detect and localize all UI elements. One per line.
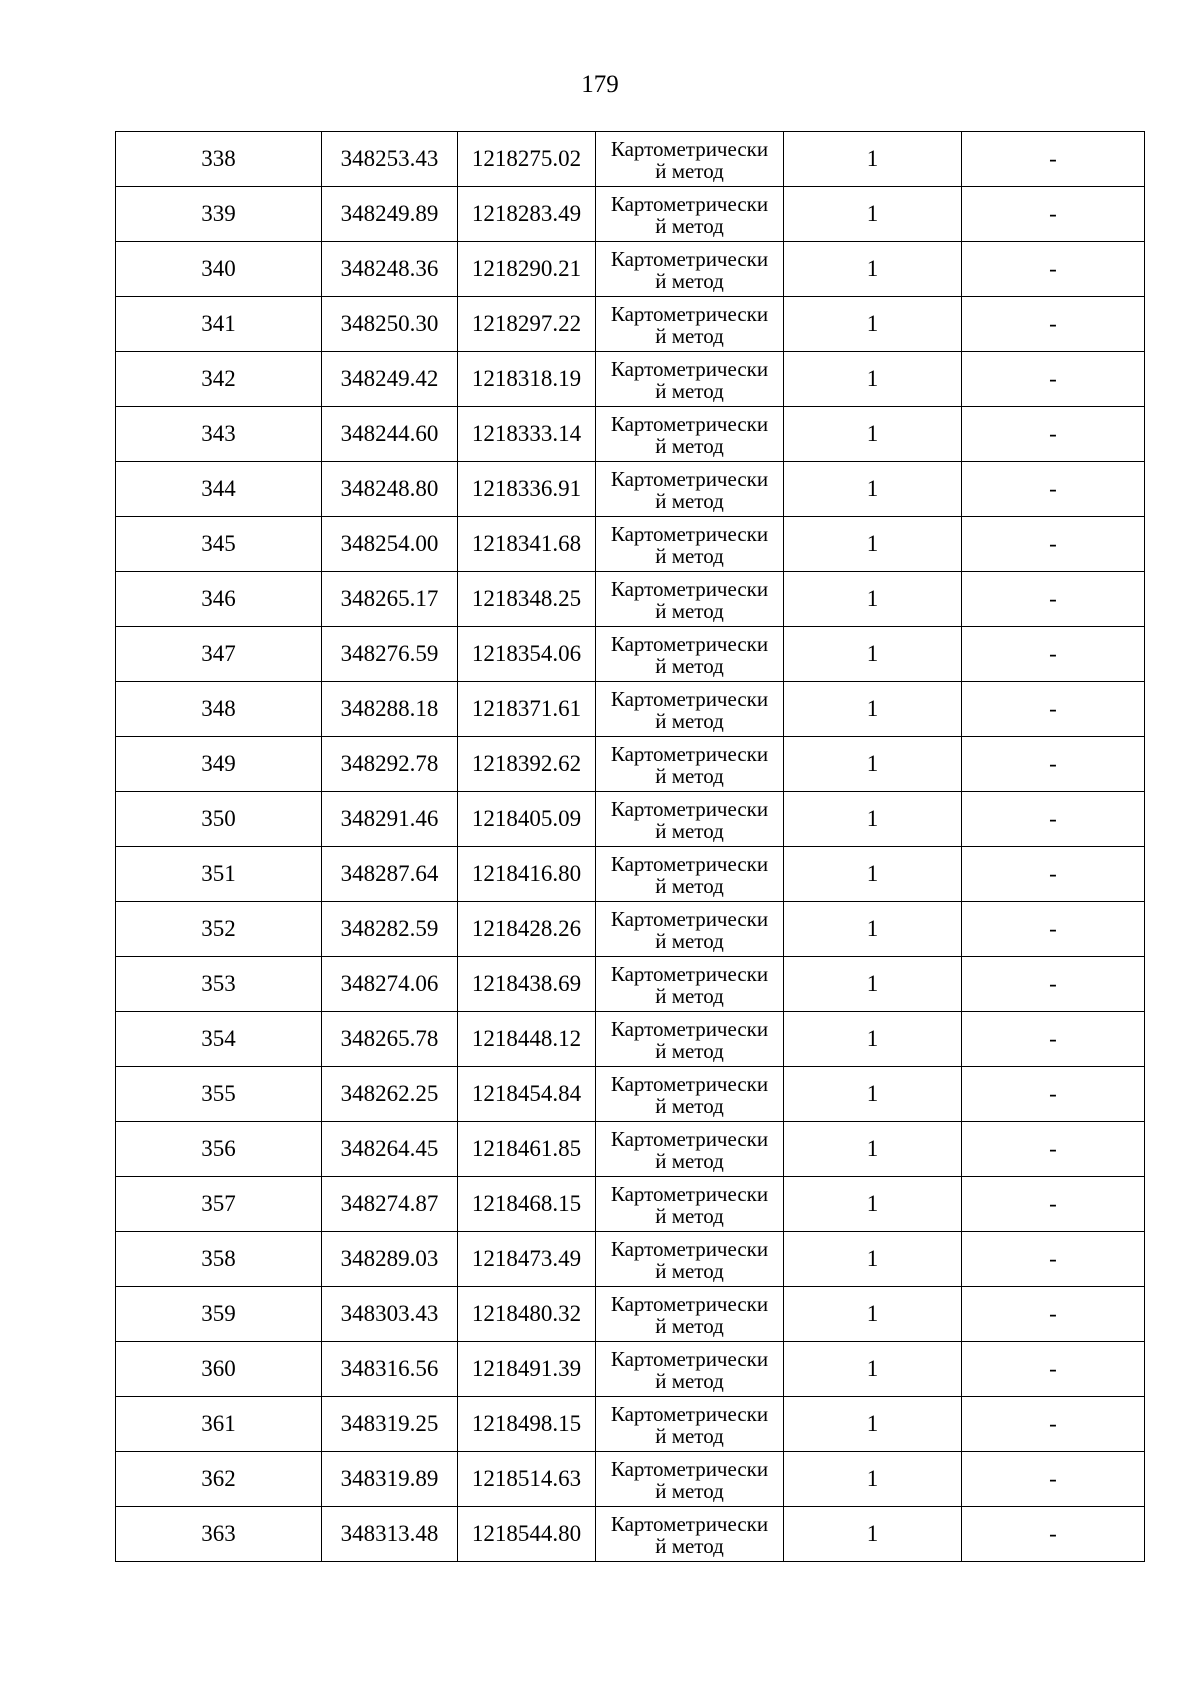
method-cell [596,627,784,682]
point-number-cell: 356 [116,1122,322,1177]
method-text-line1: Картометрически [610,247,769,271]
note-cell: - [962,1452,1145,1507]
page-number: 179 [581,71,619,98]
y-coordinate-cell: 1218283.49 [458,187,596,242]
method-text-line2: й метод [655,929,724,953]
note-cell: - [962,682,1145,737]
accuracy-cell: 1 [784,627,962,682]
method-text-line2: й метод [655,324,724,348]
point-number-cell: 363 [116,1507,322,1562]
note-cell: - [962,1067,1145,1122]
table-row [116,1012,1145,1067]
accuracy-cell: 1 [784,407,962,462]
method-text-line1: Картометрически [610,1402,769,1426]
method-text-line2: й метод [655,1424,724,1448]
point-number-cell: 361 [116,1397,322,1452]
point-number-cell: 342 [116,352,322,407]
y-coordinate-cell: 1218473.49 [458,1232,596,1287]
x-coordinate-cell: 348274.06 [322,957,458,1012]
x-coordinate-cell: 348319.89 [322,1452,458,1507]
method-cell [596,1012,784,1067]
accuracy-cell: 1 [784,957,962,1012]
accuracy-cell: 1 [784,462,962,517]
note-cell: - [962,462,1145,517]
note-cell: - [962,847,1145,902]
method-cell [596,847,784,902]
method-text-line1: Картометрически [610,1457,769,1481]
accuracy-cell: 1 [784,517,962,572]
method-text-line2: й метод [655,709,724,733]
x-coordinate-cell: 348248.36 [322,242,458,297]
table-row [116,1397,1145,1452]
method-cell [596,1177,784,1232]
y-coordinate-cell: 1218405.09 [458,792,596,847]
table-row [116,627,1145,682]
point-number-cell: 338 [116,132,322,187]
y-coordinate-cell: 1218290.21 [458,242,596,297]
note-cell: - [962,297,1145,352]
method-text-line1: Картометрически [610,522,769,546]
note-cell: - [962,902,1145,957]
x-coordinate-cell: 348303.43 [322,1287,458,1342]
method-cell [596,187,784,242]
point-number-cell: 358 [116,1232,322,1287]
method-cell [596,902,784,957]
y-coordinate-cell: 1218498.15 [458,1397,596,1452]
table-row [116,847,1145,902]
x-coordinate-cell: 348319.25 [322,1397,458,1452]
x-coordinate-cell: 348244.60 [322,407,458,462]
accuracy-cell: 1 [784,1287,962,1342]
y-coordinate-cell: 1218354.06 [458,627,596,682]
accuracy-cell: 1 [784,1067,962,1122]
method-text-line2: й метод [655,1204,724,1228]
accuracy-cell: 1 [784,572,962,627]
x-coordinate-cell: 348274.87 [322,1177,458,1232]
method-text-line1: Картометрически [610,1127,769,1151]
method-text-line2: й метод [655,544,724,568]
point-number-cell: 341 [116,297,322,352]
method-text-line1: Картометрически [610,962,769,986]
note-cell: - [962,1507,1145,1562]
table-row [116,1507,1145,1562]
x-coordinate-cell: 348262.25 [322,1067,458,1122]
point-number-cell: 345 [116,517,322,572]
method-text-line2: й метод [655,379,724,403]
note-cell: - [962,737,1145,792]
y-coordinate-cell: 1218371.61 [458,682,596,737]
accuracy-cell: 1 [784,1452,962,1507]
method-text-line2: й метод [655,764,724,788]
y-coordinate-cell: 1218318.19 [458,352,596,407]
table-row [116,1342,1145,1397]
accuracy-cell: 1 [784,352,962,407]
accuracy-cell: 1 [784,1012,962,1067]
method-text-line1: Картометрически [610,137,769,161]
accuracy-cell: 1 [784,1342,962,1397]
point-number-cell: 353 [116,957,322,1012]
table-row [116,1177,1145,1232]
y-coordinate-cell: 1218461.85 [458,1122,596,1177]
note-cell: - [962,517,1145,572]
accuracy-cell: 1 [784,847,962,902]
method-text-line2: й метод [655,1534,724,1558]
note-cell: - [962,1012,1145,1067]
accuracy-cell: 1 [784,902,962,957]
note-cell: - [962,792,1145,847]
table-row [116,957,1145,1012]
point-number-cell: 346 [116,572,322,627]
accuracy-cell: 1 [784,1507,962,1562]
note-cell: - [962,352,1145,407]
method-cell [596,517,784,572]
method-text-line1: Картометрически [610,357,769,381]
y-coordinate-cell: 1218333.14 [458,407,596,462]
x-coordinate-cell: 348250.30 [322,297,458,352]
x-coordinate-cell: 348282.59 [322,902,458,957]
method-text-line2: й метод [655,489,724,513]
method-cell [596,352,784,407]
accuracy-cell: 1 [784,737,962,792]
y-coordinate-cell: 1218480.32 [458,1287,596,1342]
point-number-cell: 359 [116,1287,322,1342]
note-cell: - [962,132,1145,187]
method-text-line1: Картометрически [610,852,769,876]
method-text-line2: й метод [655,1094,724,1118]
table-row [116,352,1145,407]
method-cell [596,682,784,737]
accuracy-cell: 1 [784,132,962,187]
table-row [116,1232,1145,1287]
y-coordinate-cell: 1218544.80 [458,1507,596,1562]
point-number-cell: 352 [116,902,322,957]
point-number-cell: 343 [116,407,322,462]
note-cell: - [962,1342,1145,1397]
table-row [116,132,1145,187]
method-cell [596,462,784,517]
method-text-line2: й метод [655,1479,724,1503]
note-cell: - [962,1122,1145,1177]
table-row [116,297,1145,352]
method-text-line2: й метод [655,434,724,458]
x-coordinate-cell: 348248.80 [322,462,458,517]
table-row [116,1452,1145,1507]
method-text-line1: Картометрически [610,1182,769,1206]
method-text-line2: й метод [655,599,724,623]
x-coordinate-cell: 348249.89 [322,187,458,242]
note-cell: - [962,572,1145,627]
method-cell [596,1122,784,1177]
table-row [116,242,1145,297]
y-coordinate-cell: 1218275.02 [458,132,596,187]
table-row [116,572,1145,627]
coordinates-table-body [116,132,1145,1562]
note-cell: - [962,627,1145,682]
method-text-line2: й метод [655,1149,724,1173]
method-cell [596,1067,784,1122]
method-text-line2: й метод [655,874,724,898]
accuracy-cell: 1 [784,1177,962,1232]
method-text-line2: й метод [655,159,724,183]
x-coordinate-cell: 348287.64 [322,847,458,902]
method-cell [596,1397,784,1452]
x-coordinate-cell: 348265.17 [322,572,458,627]
table-row [116,1287,1145,1342]
table-row [116,462,1145,517]
table-row [116,792,1145,847]
method-text-line1: Картометрически [610,302,769,326]
point-number-cell: 351 [116,847,322,902]
y-coordinate-cell: 1218348.25 [458,572,596,627]
y-coordinate-cell: 1218336.91 [458,462,596,517]
table-row [116,1122,1145,1177]
x-coordinate-cell: 348254.00 [322,517,458,572]
y-coordinate-cell: 1218454.84 [458,1067,596,1122]
method-text-line2: й метод [655,654,724,678]
point-number-cell: 344 [116,462,322,517]
accuracy-cell: 1 [784,242,962,297]
accuracy-cell: 1 [784,1232,962,1287]
note-cell: - [962,957,1145,1012]
accuracy-cell: 1 [784,1122,962,1177]
point-number-cell: 348 [116,682,322,737]
note-cell: - [962,1232,1145,1287]
method-cell [596,297,784,352]
method-text-line2: й метод [655,984,724,1008]
table-row [116,737,1145,792]
method-text-line2: й метод [655,1314,724,1338]
method-cell [596,737,784,792]
note-cell: - [962,407,1145,462]
method-text-line1: Картометрически [610,1072,769,1096]
method-text-line2: й метод [655,1039,724,1063]
method-cell [596,1232,784,1287]
x-coordinate-cell: 348289.03 [322,1232,458,1287]
point-number-cell: 357 [116,1177,322,1232]
table-row [116,187,1145,242]
x-coordinate-cell: 348292.78 [322,737,458,792]
method-text-line1: Картометрически [610,192,769,216]
x-coordinate-cell: 348316.56 [322,1342,458,1397]
method-text-line2: й метод [655,819,724,843]
accuracy-cell: 1 [784,297,962,352]
x-coordinate-cell: 348276.59 [322,627,458,682]
table-row [116,517,1145,572]
accuracy-cell: 1 [784,1397,962,1452]
table-row [116,682,1145,737]
point-number-cell: 355 [116,1067,322,1122]
method-cell [596,132,784,187]
method-text-line1: Картометрически [610,1347,769,1371]
y-coordinate-cell: 1218438.69 [458,957,596,1012]
x-coordinate-cell: 348288.18 [322,682,458,737]
method-text-line2: й метод [655,1259,724,1283]
method-text-line1: Картометрически [610,632,769,656]
method-text-line1: Картометрически [610,1237,769,1261]
method-cell [596,792,784,847]
accuracy-cell: 1 [784,187,962,242]
point-number-cell: 340 [116,242,322,297]
point-number-cell: 354 [116,1012,322,1067]
method-text-line1: Картометрически [610,687,769,711]
point-number-cell: 349 [116,737,322,792]
method-text-line1: Картометрически [610,797,769,821]
method-cell [596,957,784,1012]
x-coordinate-cell: 348264.45 [322,1122,458,1177]
note-cell: - [962,242,1145,297]
method-cell [596,1452,784,1507]
x-coordinate-cell: 348313.48 [322,1507,458,1562]
note-cell: - [962,187,1145,242]
note-cell: - [962,1177,1145,1232]
y-coordinate-cell: 1218341.68 [458,517,596,572]
method-text-line1: Картометрически [610,1512,769,1536]
y-coordinate-cell: 1218416.80 [458,847,596,902]
y-coordinate-cell: 1218491.39 [458,1342,596,1397]
method-text-line1: Картометрически [610,577,769,601]
x-coordinate-cell: 348265.78 [322,1012,458,1067]
y-coordinate-cell: 1218428.26 [458,902,596,957]
table-row [116,407,1145,462]
method-text-line2: й метод [655,1369,724,1393]
method-cell [596,572,784,627]
point-number-cell: 350 [116,792,322,847]
point-number-cell: 347 [116,627,322,682]
y-coordinate-cell: 1218514.63 [458,1452,596,1507]
y-coordinate-cell: 1218392.62 [458,737,596,792]
point-number-cell: 339 [116,187,322,242]
method-cell [596,1507,784,1562]
method-cell [596,1342,784,1397]
note-cell: - [962,1397,1145,1452]
method-text-line1: Картометрически [610,1017,769,1041]
method-text-line1: Картометрически [610,412,769,436]
table-row [116,902,1145,957]
accuracy-cell: 1 [784,792,962,847]
point-number-cell: 362 [116,1452,322,1507]
accuracy-cell: 1 [784,682,962,737]
y-coordinate-cell: 1218468.15 [458,1177,596,1232]
y-coordinate-cell: 1218448.12 [458,1012,596,1067]
x-coordinate-cell: 348291.46 [322,792,458,847]
method-cell [596,1287,784,1342]
method-text-line1: Картометрически [610,742,769,766]
note-cell: - [962,1287,1145,1342]
method-text-line1: Картометрически [610,907,769,931]
method-text-line2: й метод [655,269,724,293]
table-row [116,1067,1145,1122]
x-coordinate-cell: 348249.42 [322,352,458,407]
point-number-cell: 360 [116,1342,322,1397]
method-text-line1: Картометрически [610,467,769,491]
method-cell [596,407,784,462]
y-coordinate-cell: 1218297.22 [458,297,596,352]
method-text-line1: Картометрически [610,1292,769,1316]
method-text-line2: й метод [655,214,724,238]
x-coordinate-cell: 348253.43 [322,132,458,187]
coordinates-table [115,131,1145,1562]
method-cell [596,242,784,297]
